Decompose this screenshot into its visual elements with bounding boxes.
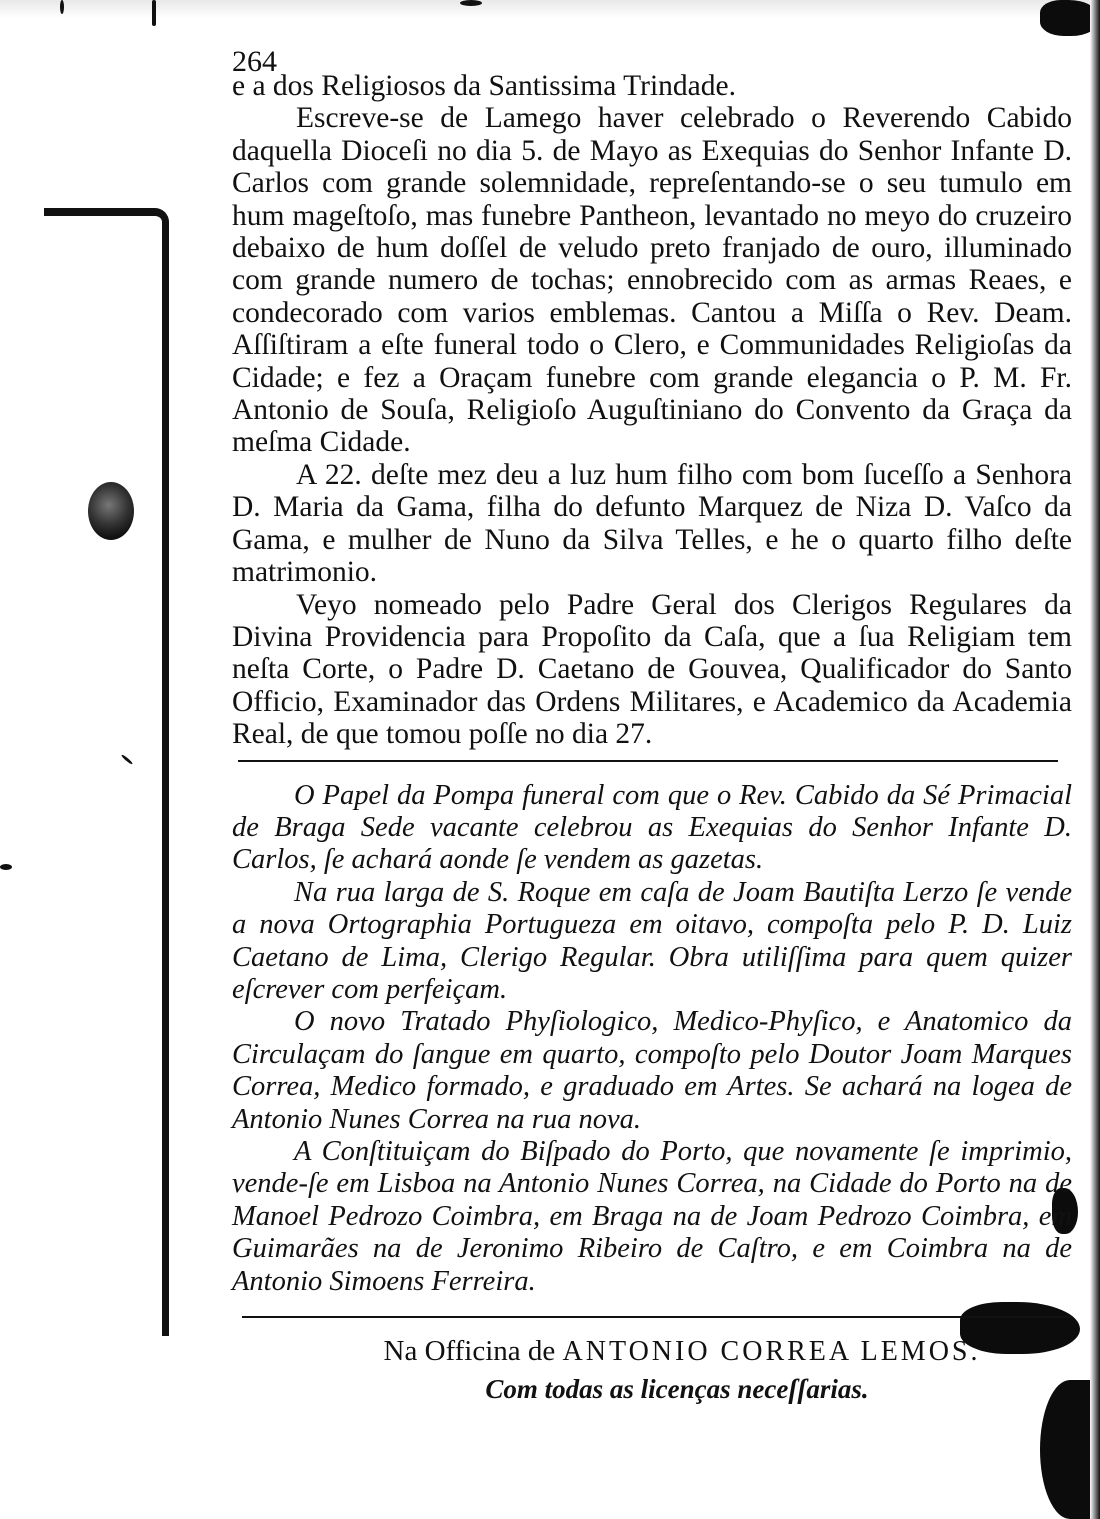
ink-speck (152, 0, 156, 26)
page-content (232, 46, 1072, 1407)
page-number: 264 (232, 45, 277, 78)
section-divider (238, 760, 1058, 762)
notice-paragraph: O Papel da Pompa funeral com que o Rev. Cabido da Sé Primacial de Braga Sede vacante celebrou as Exequias do Senhor Infante D. Carlos, ſe achará aonde ſe vendem as gazetas. (232, 779, 1072, 876)
licence-line: Com todas as licenças neceſſarias. (485, 1374, 869, 1405)
ink-speck (460, 0, 482, 6)
imprint-divider (242, 1316, 1072, 1318)
article-section (232, 70, 1072, 751)
notices-section (232, 780, 1072, 1299)
page-edge-shadow (0, 0, 1100, 18)
imprint-line (232, 1332, 1072, 1371)
page-right-edge (1090, 0, 1100, 1519)
imprint-prefix: Na Officina de (383, 1335, 556, 1368)
article-paragraph: Escreve-se de Lamego haver celebrado o Reverendo Cabido daquella Dioceſi no dia 5. de Mayo as Exequias do Senhor Infante D. Carlos com grande solemnidade, repreſentando-se o seu tumulo em hum mageſtoſo, mas funebre Pantheon, levantado no meyo do cruzeiro debaixo de hum doſſel de veludo preto franjado de ouro, illuminado com grande numero de tochas; ennobrecido com as armas Reaes, e condecorado com varios emblemas. Cantou a Miſſa o Rev. Deam. Aſſiſtiram a eſte funeral todo o Clero, e Communidades Religioſas da Cidade; e fez a Oraçam funebre com grande elegancia o P. M. Fr. Antonio de Souſa, Religioſo Auguſtiniano do Convento da Graça da meſma Cidade. (232, 102, 1072, 459)
notice-paragraph: Na rua larga de S. Roque em caſa de Joam Bautiſta Lerzo ſe vende a nova Ortographia Portugueza em oitavo, compoſta pelo P. D. Luiz Caetano de Lima, Clerigo Regular. Obra utiliſſima para quem quizer eſcrever com perfeiçam. (232, 876, 1072, 1005)
article-paragraph: e a dos Religiosos da Santissima Trindade. (232, 70, 736, 102)
article-paragraph: Veyo nomeado pelo Padre Geral dos Clerigos Regulares da Divina Providencia para Propoſito da Caſa, que a ſua Religiam tem neſta Corte, o Padre D. Caetano de Gouvea, Qualificador do Santo Officio, Examinador das Ordens Militares, e Academico da Academia Real, de que tomou poſſe no dia 27. (232, 588, 1072, 751)
ink-speck (0, 864, 12, 870)
punch-hole (88, 482, 134, 540)
notice-paragraph: O novo Tratado Phyſiologico, Medico-Phyſico, e Anatomico da Circulaçam do ſangue em quarto, compoſto pelo Doutor Joam Marques Correa, Medico formado, e graduado em Artes. Se achará na logea de Antonio Nunes Correa na rua nova. (232, 1006, 1072, 1135)
article-paragraph: A 22. deſte mez deu a luz hum filho com bom ſuceſſo a Senhora D. Maria da Gama, filha do defunto Marquez de Niza D. Vaſco da Gama, e mulher de Nuno da Silva Telles, e he o quarto filho deſte matrimonio. (232, 458, 1072, 589)
ink-speck (60, 0, 64, 14)
printer-name: ANTONIO CORREA LEMOS. (562, 1336, 981, 1368)
notice-paragraph: A Conſtituiçam do Biſpado do Porto, que novamente ſe imprimio, vende-ſe em Lisboa na Antonio Nunes Correa, na Cidade do Porto na de Manoel Pedrozo Coimbra, em Braga na de Joam Pedrozo Coimbra, em Guimarães na de Jeronimo Ribeiro de Caſtro, e em Coimbra na de Antonio Simoens Ferreira. (232, 1136, 1072, 1297)
binding-bracket-mark (44, 208, 169, 1336)
